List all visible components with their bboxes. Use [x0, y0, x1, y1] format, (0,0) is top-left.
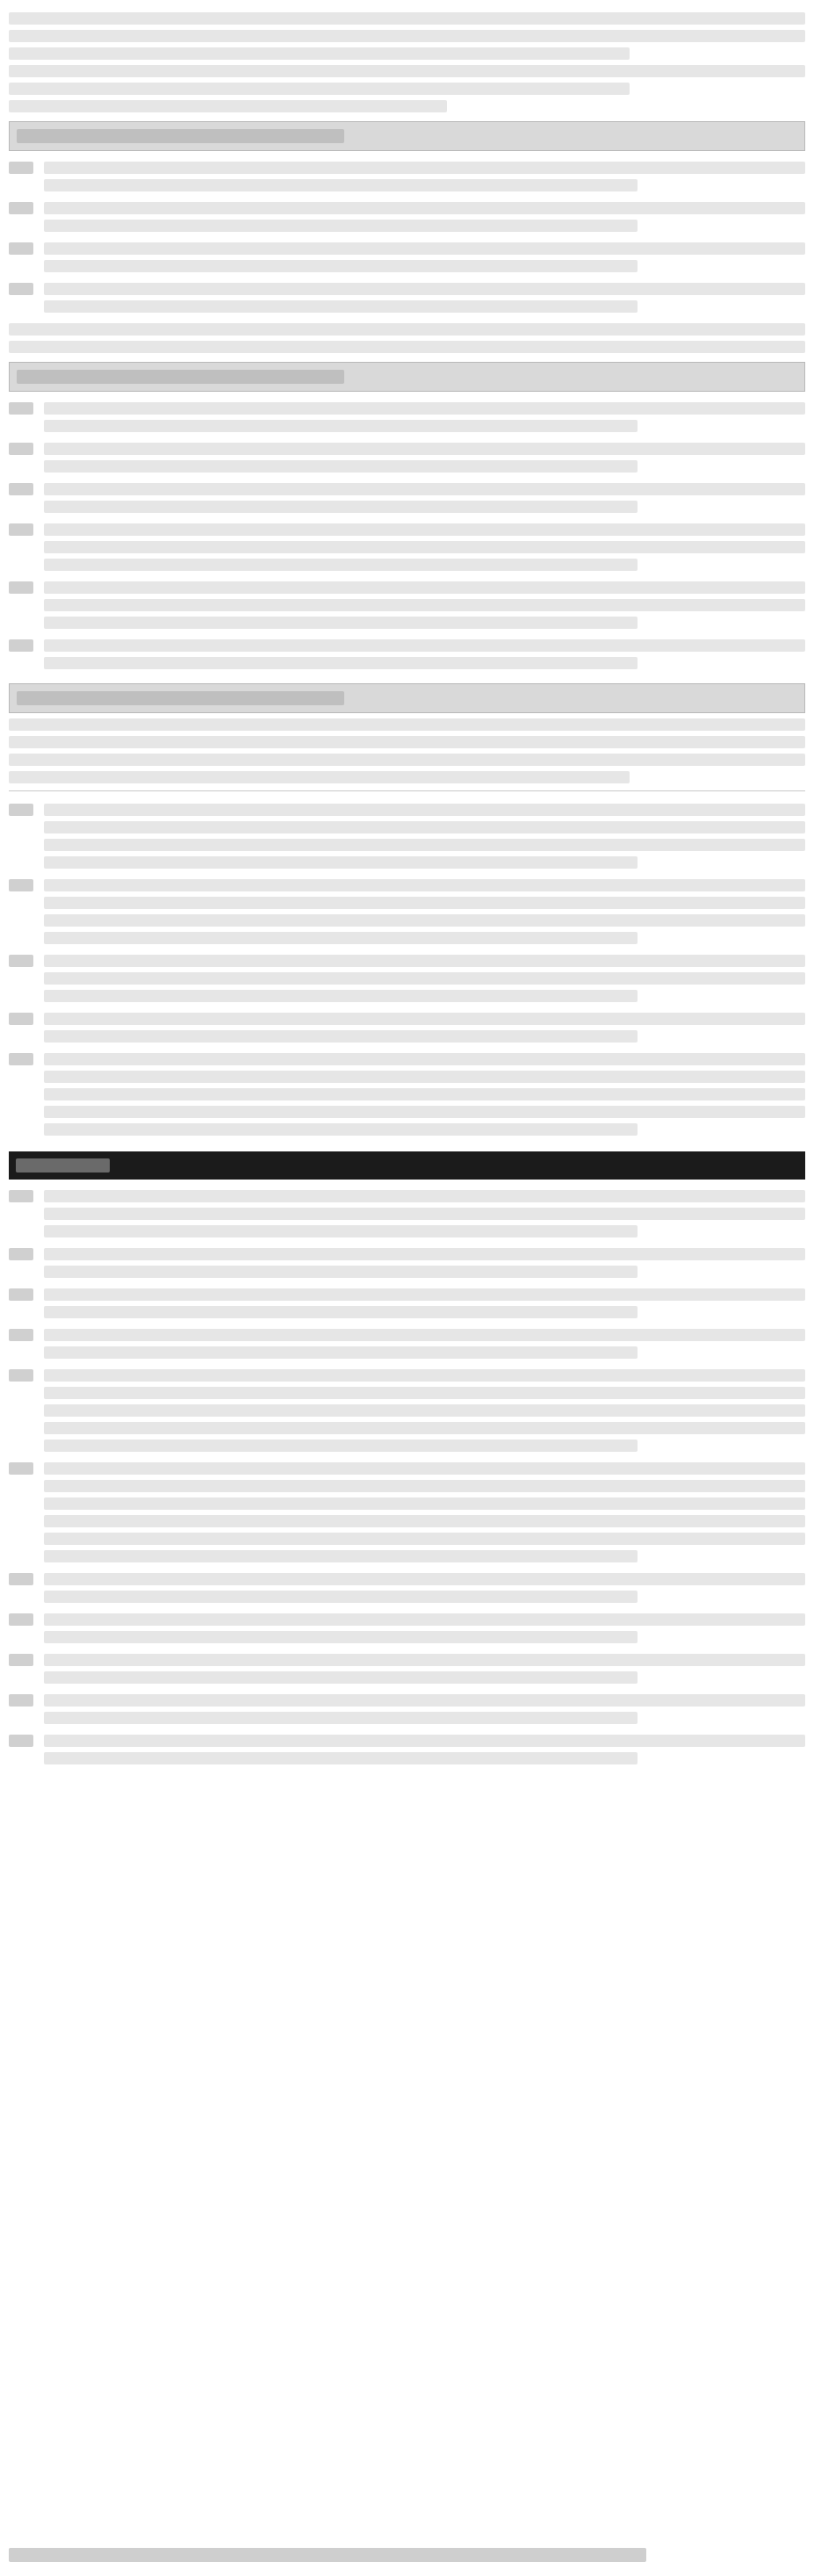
list-item: [9, 437, 805, 478]
divider: [9, 790, 805, 791]
list-text: [44, 949, 805, 1007]
list-item: [9, 1324, 805, 1364]
list-number: [9, 1568, 37, 1591]
text-line: [9, 65, 805, 77]
list-number: [9, 1608, 37, 1631]
list-text: [44, 278, 805, 318]
section-title: [17, 370, 344, 384]
list-number: [9, 1048, 37, 1071]
list-number: [9, 397, 37, 420]
list-text: [44, 1007, 805, 1048]
list-number: [9, 1729, 37, 1752]
list-text: [44, 1283, 805, 1324]
list-text: [44, 437, 805, 478]
list-item: [9, 1185, 805, 1243]
list-text: [44, 156, 805, 197]
list-number: [9, 1243, 37, 1266]
special-instructions-list: [9, 397, 805, 675]
list-text: [44, 1364, 805, 1457]
list-text: [44, 518, 805, 576]
list-number: [9, 1649, 37, 1671]
list-item: [9, 634, 805, 675]
list-text: [44, 1457, 805, 1568]
text-line: [9, 736, 805, 748]
list-item: [9, 1364, 805, 1457]
list-item: [9, 874, 805, 949]
text-line: [9, 718, 805, 731]
text-line: [9, 12, 805, 25]
inclusive-group-instructions: [9, 718, 805, 1141]
list-item: [9, 237, 805, 278]
list-item: [9, 397, 805, 437]
list-text: [44, 576, 805, 634]
list-text: [44, 1608, 805, 1649]
list-text: [44, 634, 805, 675]
list-number: [9, 518, 37, 541]
list-text: [44, 1568, 805, 1608]
footer-contact: [9, 2543, 805, 2567]
notes-title: [16, 1158, 110, 1173]
text-line: [9, 100, 447, 112]
notes-header: [9, 1151, 805, 1180]
list-item: [9, 1729, 805, 1770]
list-number: [9, 1185, 37, 1208]
list-text: [44, 798, 805, 874]
list-item: [9, 1048, 805, 1141]
section-header: [9, 121, 805, 151]
list-number: [9, 197, 37, 220]
section-title: [17, 691, 344, 705]
section-title: [17, 129, 344, 143]
list-item: [9, 1568, 805, 1608]
text-line: [9, 47, 630, 60]
list-text: [44, 478, 805, 518]
list-text: [44, 397, 805, 437]
list-number: [9, 237, 37, 260]
section-header: [9, 683, 805, 713]
list-item: [9, 156, 805, 197]
list-number: [9, 1364, 37, 1387]
footer-line: [9, 2548, 646, 2562]
list-item: [9, 278, 805, 318]
list-number: [9, 576, 37, 599]
list-number: [9, 156, 37, 179]
text-line: [9, 30, 805, 42]
list-item: [9, 1608, 805, 1649]
list-text: [44, 1729, 805, 1770]
note-line: [9, 341, 805, 353]
list-item: [9, 518, 805, 576]
list-item: [9, 197, 805, 237]
list-item: [9, 1649, 805, 1689]
list-item: [9, 1689, 805, 1729]
note-line: [9, 323, 805, 336]
list-text: [44, 197, 805, 237]
list-number: [9, 1007, 37, 1030]
list-text: [44, 1185, 805, 1243]
list-item: [9, 1007, 805, 1048]
list-text: [44, 1243, 805, 1283]
list-item: [9, 949, 805, 1007]
notes-list: [9, 1185, 805, 1770]
list-number: [9, 949, 37, 972]
qualification-list: [9, 156, 805, 353]
list-item: [9, 478, 805, 518]
list-text: [44, 874, 805, 949]
list-item: [9, 798, 805, 874]
list-item: [9, 576, 805, 634]
top-paragraphs: [9, 12, 805, 112]
text-line: [9, 83, 630, 95]
list-number: [9, 1689, 37, 1712]
section-header: [9, 362, 805, 392]
list-number: [9, 478, 37, 501]
list-text: [44, 237, 805, 278]
list-number: [9, 1457, 37, 1480]
list-number: [9, 437, 37, 460]
list-text: [44, 1649, 805, 1689]
list-number: [9, 634, 37, 657]
list-text: [44, 1048, 805, 1141]
text-line: [9, 754, 805, 766]
list-number: [9, 1283, 37, 1306]
list-text: [44, 1689, 805, 1729]
list-item: [9, 1243, 805, 1283]
list-text: [44, 1324, 805, 1364]
text-line: [9, 771, 630, 783]
list-item: [9, 1457, 805, 1568]
list-number: [9, 1324, 37, 1346]
list-item: [9, 1283, 805, 1324]
list-number: [9, 874, 37, 897]
list-number: [9, 798, 37, 821]
list-number: [9, 278, 37, 300]
